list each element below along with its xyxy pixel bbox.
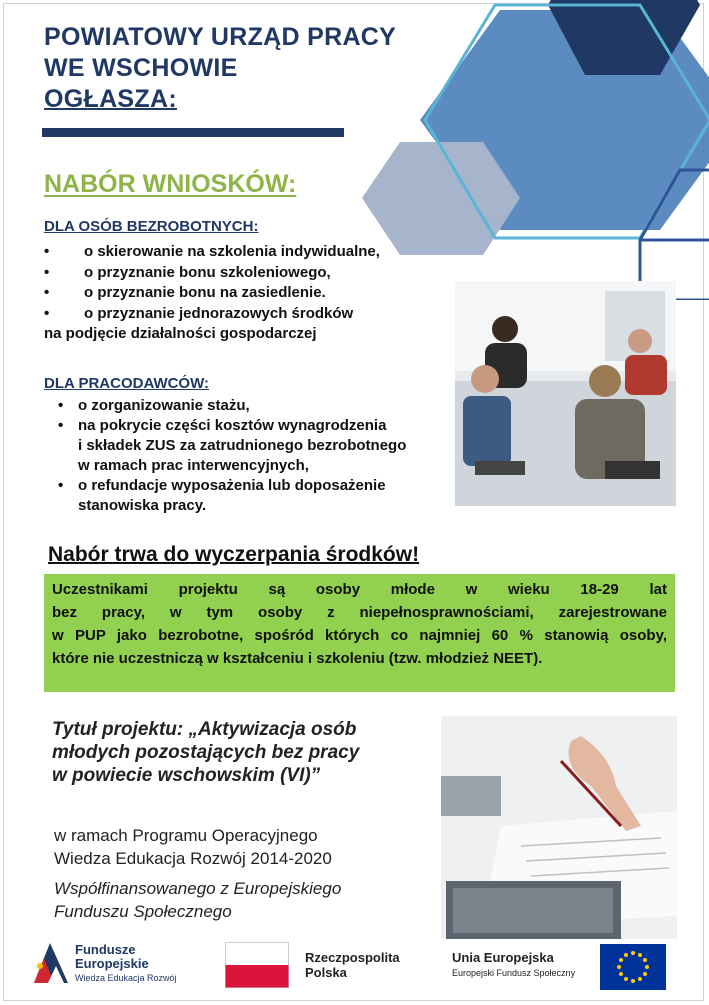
bullet-icon: •: [44, 263, 50, 281]
meeting-photo: [455, 281, 676, 506]
recruitment-slogan: Nabór trwa do wyczerpania środków!: [48, 543, 420, 566]
page-title: [44, 22, 396, 115]
participants-box: [44, 574, 675, 692]
list-item: • o skierowanie na szkolenia indywidualne,: [44, 242, 380, 263]
cofinancing-text: Współfinansowanego z Europejskiego Funduszu Społecznego: [54, 879, 342, 921]
title-line: OGŁASZA:: [44, 85, 177, 113]
unemployed-heading: DLA OSÓB BEZROBOTNYCH:: [44, 218, 259, 235]
list-item: • o przyznanie bonu szkoleniowego,: [44, 263, 380, 284]
project-title: Tytuł projektu: „Aktywizacja osób młodych pozostających bez pracy w powiecie wschowskim (VI)”: [52, 719, 360, 786]
title-line: WE WSCHOWIE: [44, 54, 238, 82]
unemployed-list: [44, 242, 380, 345]
poland-logo: [225, 942, 425, 992]
list-item: • o refundacje wyposażenia lub doposażenie stanowiska pracy.: [58, 477, 386, 514]
eu-funds-program: Wiedza Edukacja Rozwój: [75, 973, 177, 983]
list-item: • o przyznanie bonu na zasiedlenie.: [44, 283, 380, 304]
eu-name: Unia Europejska: [452, 950, 554, 965]
bullet-icon: •: [44, 243, 50, 260]
bullet-icon: •: [44, 304, 50, 322]
eu-funds-emblem-icon: [30, 938, 72, 988]
bullet-icon: •: [44, 284, 50, 301]
employers-list: [58, 396, 406, 516]
list-item: • o zorganizowanie stażu,: [58, 397, 250, 414]
list-item-continuation: na podjęcie działalności gospodarczej: [44, 325, 317, 342]
eu-logo: [450, 944, 690, 994]
title-rule: [42, 128, 344, 137]
eu-funds-logo: [30, 938, 210, 992]
eu-funds-name: Europejskie: [75, 956, 149, 971]
bullet-icon: •: [58, 477, 64, 494]
list-item: • na pokrycie części kosztów wynagrodzenia i składek ZUS za zatrudnionego bezrobotnego w ramach prac interwencyjnych,: [58, 417, 407, 474]
participants-line: Uczestnikami projektu są osoby młode w wieku 18-29 lat: [52, 581, 667, 598]
eu-flag-icon: [600, 944, 666, 990]
documents-photo: [441, 716, 677, 939]
bullet-icon: •: [58, 417, 64, 434]
call-heading: NABÓR WNIOSKÓW:: [44, 170, 297, 198]
bullet-icon: •: [58, 397, 64, 414]
list-item: • o przyznanie jednorazowych środków: [44, 304, 380, 325]
poland-name: Polska: [305, 965, 347, 980]
participants-line: bez pracy, w tym osoby z niepełnosprawnościami, zarejestrowane: [52, 604, 667, 621]
polish-flag-icon: [225, 942, 289, 988]
title-line: POWIATOWY URZĄD PRACY: [44, 23, 397, 51]
eu-funds-name: Fundusze: [75, 942, 136, 957]
esf-name: Europejski Fundusz Społeczny: [452, 968, 576, 978]
participants-line: w PUP jako bezrobotne, spośród których co najmniej 60 % stanowią osoby,: [52, 627, 667, 644]
program-text: w ramach Programu Operacyjnego Wiedza Edukacja Rozwój 2014-2020: [54, 826, 332, 868]
employers-heading: DLA PRACODAWCÓW:: [44, 375, 209, 392]
poland-name: Rzeczpospolita: [305, 950, 400, 965]
participants-line: które nie uczestniczą w kształceniu i szkoleniu (tzw. młodzież NEET).: [52, 650, 543, 667]
